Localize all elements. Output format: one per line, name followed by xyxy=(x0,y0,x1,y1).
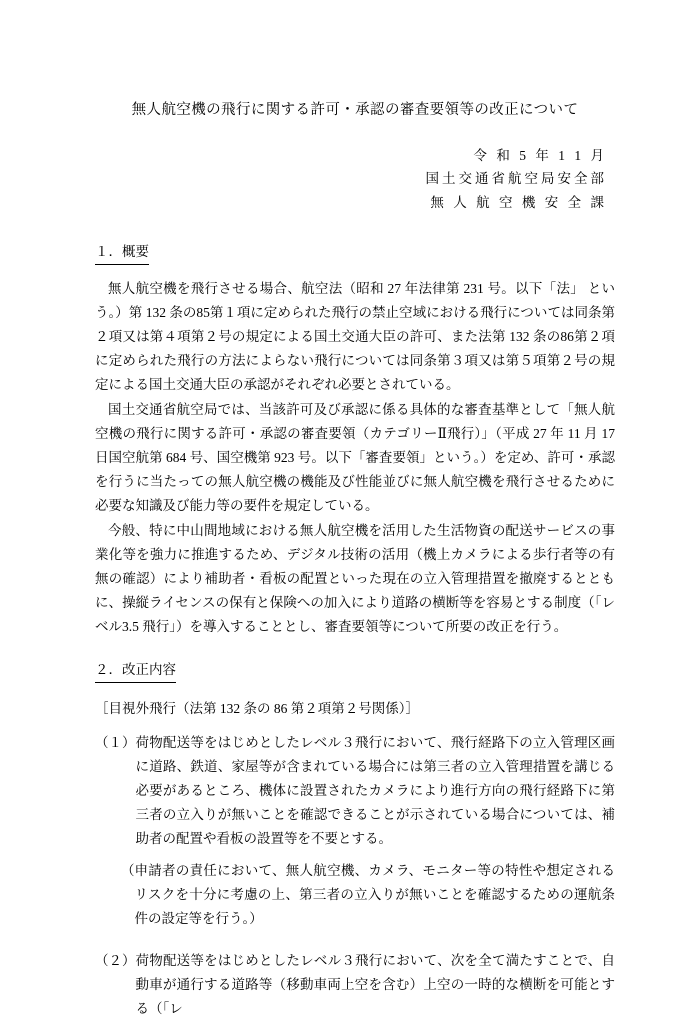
overview-paragraph-2: 国土交通省航空局では、当該許可及び承認に係る具体的な審査基準として「無人航空機の飛行に関する許可・承認の審査要領（カテゴリーⅡ飛行）」（平成 27 年 11 月 17 日国空航第 684 号、国空機第 923 号。以下「審査要領」という。）を定め、許可・承認を行うに当たっての無人航空機の機能及び性能並びに無人航空機を飛行させるために必要な知識及び能力等の要件を規定している。 xyxy=(95,401,615,513)
document-body xyxy=(95,100,615,1025)
list-item-text: 荷物配送等をはじめとしたレベル３飛行において、次を全て満たすことで、自動車が通行する道路等（移動車両上空を含む）上空の一時的な横断を可能とする（「レ xyxy=(135,952,615,1016)
list-item-marker: （２） xyxy=(95,952,136,968)
list-subitem xyxy=(95,859,615,931)
issuer-org-primary: 国土交通省航空局安全部 xyxy=(425,171,607,187)
overview-paragraph-1: 無人航空機を飛行させる場合、航空法（昭和 27 年法律第 231 号。以下「法」 という。）第 132 条の85第１項に定められた飛行の禁止空域における飛行については同条第２項又は第４項第２号の規定による国土交通大臣の許可、また法第 132 条の86第２項に定められた飛行の方法によらない飛行については同条第３項又は第５項第２号の規定による国土交通大臣の承認がそれぞれ必要とされている。 xyxy=(95,280,615,392)
page-title: 無人航空機の飛行に関する許可・承認の審査要領等の改正について xyxy=(131,102,579,118)
list-item xyxy=(95,949,615,1021)
list-item-text: 荷物配送等をはじめとしたレベル３飛行において、飛行経路下の立入管理区画に道路、鉄道、家屋等が含まれている場合には第三者の立入管理措置を講じる必要があるところ、機体に設置されたカメラにより進行方向の飛行経路下に第三者の立入りが無いことを確認できることが示されている場合については、補助者の配置や看板の設置等を不要とする。 xyxy=(135,734,615,846)
section-overview-heading-wrap xyxy=(95,241,615,271)
issuer-block xyxy=(95,144,607,215)
list-subitem-text: 申請者の責任において、無人航空機、カメラ、モニター等の特性や想定されるリスクを十分に考慮の上、第三者の立入りが無いことを確認するための運航条件の設定等を行う。） xyxy=(134,862,615,926)
overview-paragraph-3: 今般、特に中山間地域における無人航空機を活用した生活物資の配送サービスの事業化等を強力に推進するため、デジタル技術の活用（機上カメラによる歩行者等の有無の確認）により補助者・看板の配置といった現在の立入管理措置を撤廃するとともに、操縦ライセンスの保有と保険への加入により道路の横断等を容易とする制度（「レベル3.5 飛行」）を導入することとし、審査要領等について所要の改正を行う。 xyxy=(95,522,615,634)
amendment-bracket-line: ［目視外飛行（法第 132 条の 86 第２項第２号関係）］ xyxy=(95,700,419,716)
section-heading-amendment: ２．改正内容 xyxy=(95,659,176,683)
list-item-marker: （１） xyxy=(95,734,136,750)
issuer-org-secondary: 無 人 航 空 機 安 全 課 xyxy=(430,195,607,210)
paragraph-spacer xyxy=(95,935,615,949)
list-item xyxy=(95,731,615,851)
section-heading-overview: １．概要 xyxy=(95,241,149,265)
issue-date: 令 和 5 年 1 1 月 xyxy=(473,147,607,163)
section-amendment-heading-wrap xyxy=(95,659,615,689)
list-subitem-marker: （ xyxy=(121,862,135,878)
